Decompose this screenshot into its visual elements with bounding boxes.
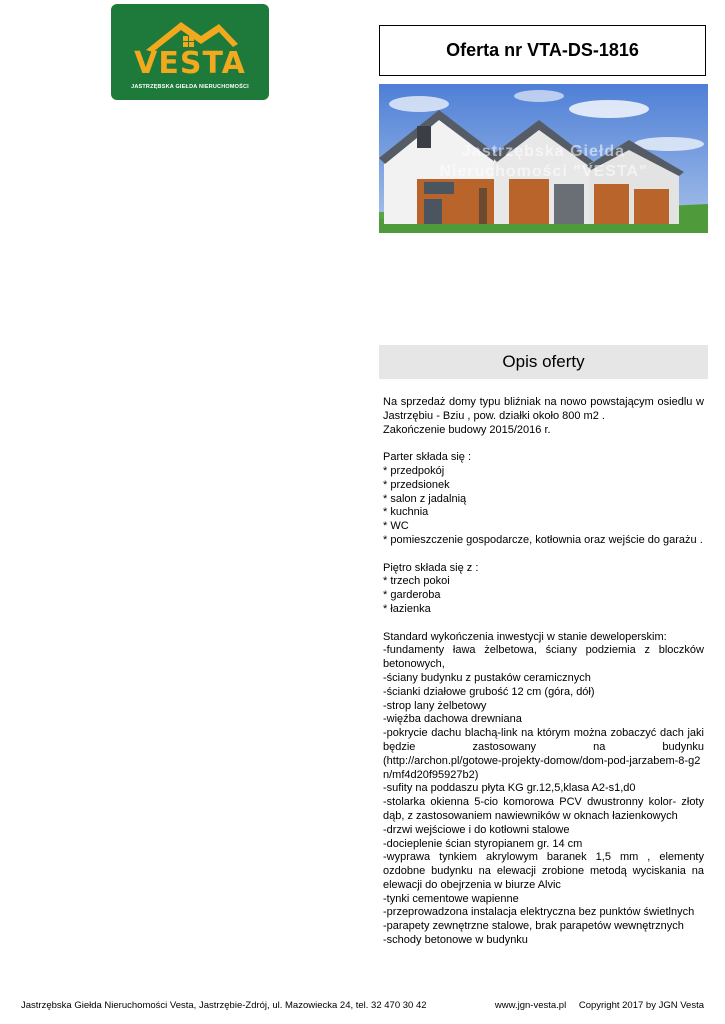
intro-line-2: Jastrzębiu - Bziu , pow. działki około 800 m2 . — [383, 409, 605, 422]
standard-item: -pokrycie dachu blachą-link na którym można zobaczyć dach jaki będzie zastosowany na budynku — [383, 727, 704, 753]
footer-address: Jastrzębska Giełda Nieruchomości Vesta, Jastrzębie-Zdrój, ul. Mazowiecka 24, tel. 32 470 30 42 — [21, 1000, 427, 1011]
standard-title: Standard wykończenia inwestycji w stanie deweloperskim: — [383, 630, 667, 643]
ground-floor-title: Parter składa się : — [383, 451, 472, 464]
standard-item: -więźba dachowa drewniana — [383, 713, 522, 726]
standard-item: -stolarka okienna 5-cio komorowa PCV dwustronny kolor- złoty dąb, z zastosowaniem nawiewników w oknach łazienkowych — [383, 796, 704, 822]
section-title: Opis oferty — [379, 345, 708, 379]
list-item: * garderoba — [383, 589, 441, 602]
footer-copyright: Copyright 2017 by JGN Vesta — [578, 1000, 704, 1011]
list-item: * trzech pokoi — [383, 575, 450, 588]
standard-item: -strop lany żelbetowy — [383, 699, 487, 712]
company-logo — [111, 4, 269, 100]
standard-item: -schody betonowe w budynku — [383, 934, 528, 947]
watermark-line-1: Jastrzębska Giełda — [462, 143, 625, 160]
standard-item: -wyprawa tynkiem akrylowym baranek 1,5 mm , elementy ozdobne budynku na elewacji zrobione metodą wyciskania na elewacji do obejrzenia w biurze Alvic — [383, 851, 704, 891]
list-item: * pomieszczenie gospodarcze, kotłownia oraz wejście do garażu . — [383, 533, 703, 546]
watermark-line-2: Nieruchomości "VESTA" — [439, 163, 648, 180]
intro-line-1: Na sprzedaż domy typu bliźniak na nowo powstającym osiedlu w — [383, 396, 704, 408]
list-item: * łazienka — [383, 602, 431, 615]
standard-item: n/mf4d20f95927b2) — [383, 768, 479, 781]
standard-item: -ściany budynku z pustaków ceramicznych — [383, 671, 591, 684]
standard-item: -drzwi wejściowe i do kotłowni stalowe — [383, 823, 570, 836]
footer-right — [495, 1000, 704, 1011]
photo-watermark — [379, 142, 708, 182]
list-item: * WC — [383, 520, 409, 533]
list-item: * kuchnia — [383, 506, 429, 519]
standard-item: -parapety zewnętrzne stalowe, brak parapetów wewnętrznych — [383, 920, 684, 933]
property-photo — [379, 84, 708, 233]
offer-title: Oferta nr VTA-DS-1816 — [379, 25, 706, 76]
logo-subtitle: JASTRZĘBSKA GIEŁDA NIERUCHOMOŚCI — [131, 84, 249, 90]
first-floor-title: Piętro składa się z : — [383, 561, 479, 574]
list-item: * przedsionek — [383, 478, 450, 491]
list-item: * przedpokój — [383, 464, 445, 477]
footer-website-link[interactable]: www.jgn-vesta.pl — [494, 1000, 567, 1011]
standard-item: -fundamenty ława żelbetowa, ściany podziemia z bloczków betonowych, — [383, 644, 704, 671]
standard-item: -przeprowadzona instalacja elektryczna bez punktów świetlnych — [383, 906, 695, 919]
standard-item: -sufity na poddaszu płyta KG gr.12,5,klasa A2-s1,d0 — [383, 782, 636, 795]
offer-description — [383, 396, 704, 948]
standard-item: -tynki cementowe wapienne — [383, 892, 519, 905]
intro-line-3: Zakończenie budowy 2015/2016 r. — [383, 423, 551, 436]
standard-item: (http://archon.pl/gotowe-projekty-domow/dom-pod-jarzabem-8-g2 — [383, 754, 701, 767]
list-item: * salon z jadalnią — [383, 492, 467, 505]
logo-name: VESTA — [134, 46, 246, 81]
standard-item: -docieplenie ścian styropianem gr. 14 cm — [383, 837, 583, 850]
standard-item: -ścianki działowe grubość 12 cm (góra, dół) — [383, 685, 595, 698]
